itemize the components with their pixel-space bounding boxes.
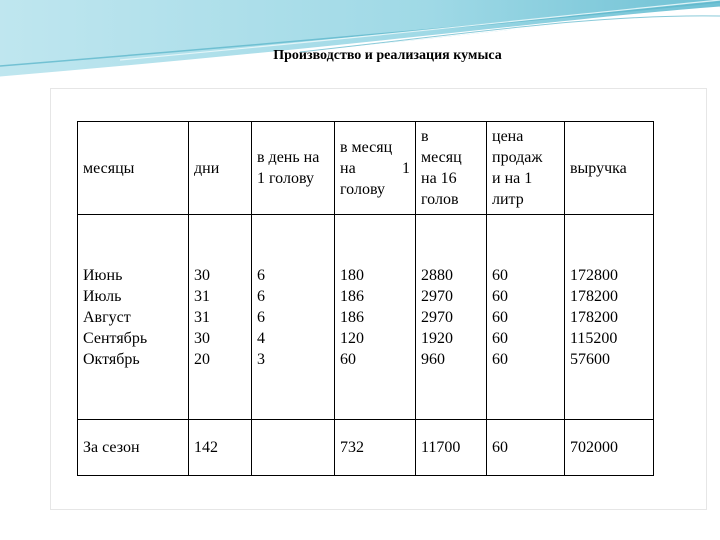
- header-revenue: выручка: [565, 122, 654, 215]
- list-item: 960: [421, 350, 445, 368]
- koumiss-table: [77, 121, 654, 476]
- list-item: 4: [257, 329, 265, 347]
- header-month: месяцы: [78, 122, 189, 215]
- total-label: За сезон: [78, 420, 189, 476]
- days-cell: [189, 215, 252, 420]
- revenue-cell: [565, 215, 654, 420]
- total-per-month: 732: [335, 420, 416, 476]
- list-item: 31: [194, 287, 210, 305]
- header-per-month-16: в месяц на 16 голов: [416, 122, 487, 215]
- list-item: 60: [492, 350, 508, 368]
- total-per-day: [252, 420, 335, 476]
- price-cell: [487, 215, 565, 420]
- list-item: Сентябрь: [83, 329, 148, 347]
- header-row: [78, 122, 654, 215]
- list-item: 178200: [570, 308, 618, 326]
- list-item: 6: [257, 266, 265, 284]
- list-item: 6: [257, 308, 265, 326]
- list-item: 31: [194, 308, 210, 326]
- list-item: 186: [340, 287, 364, 305]
- list-item: 120: [340, 329, 364, 347]
- list-item: 20: [194, 350, 210, 368]
- list-item: 60: [492, 329, 508, 347]
- list-item: 2970: [421, 287, 453, 305]
- list-item: 3: [257, 350, 265, 368]
- list-item: 115200: [570, 329, 618, 347]
- page-title: Производство и реализация кумыса: [273, 48, 502, 63]
- header-price: цена продаж и на 1 литр: [487, 122, 565, 215]
- list-item: Октябрь: [83, 350, 140, 368]
- header-days: дни: [189, 122, 252, 215]
- list-item: 2880: [421, 266, 453, 284]
- total-price: 60: [487, 420, 565, 476]
- per-month-cell: [335, 215, 416, 420]
- list-item: 57600: [570, 350, 610, 368]
- list-item: Июнь: [83, 266, 123, 284]
- list-item: 180: [340, 266, 364, 284]
- total-days: 142: [189, 420, 252, 476]
- list-item: 1920: [421, 329, 453, 347]
- list-item: 186: [340, 308, 364, 326]
- list-item: 30: [194, 329, 210, 347]
- list-item: 30: [194, 266, 210, 284]
- list-item: 6: [257, 287, 265, 305]
- header-per-month: в месяц на 1 голову: [335, 122, 416, 215]
- total-row: [78, 420, 654, 476]
- per-month-16-cell: [416, 215, 487, 420]
- total-per-month-16: 11700: [416, 420, 487, 476]
- list-item: 178200: [570, 287, 618, 305]
- list-item: 60: [492, 308, 508, 326]
- list-item: 60: [340, 350, 356, 368]
- list-item: Август: [83, 308, 131, 326]
- list-item: 60: [492, 287, 508, 305]
- list-item: Июль: [83, 287, 122, 305]
- monthly-rows: [78, 215, 654, 420]
- list-item: 172800: [570, 266, 618, 284]
- list-item: 60: [492, 266, 508, 284]
- months-cell: [78, 215, 189, 420]
- total-revenue: 702000: [565, 420, 654, 476]
- header-per-day: в день на 1 голову: [252, 122, 335, 215]
- decorative-header-banner: [0, 0, 720, 80]
- per-day-cell: [252, 215, 335, 420]
- list-item: 2970: [421, 308, 453, 326]
